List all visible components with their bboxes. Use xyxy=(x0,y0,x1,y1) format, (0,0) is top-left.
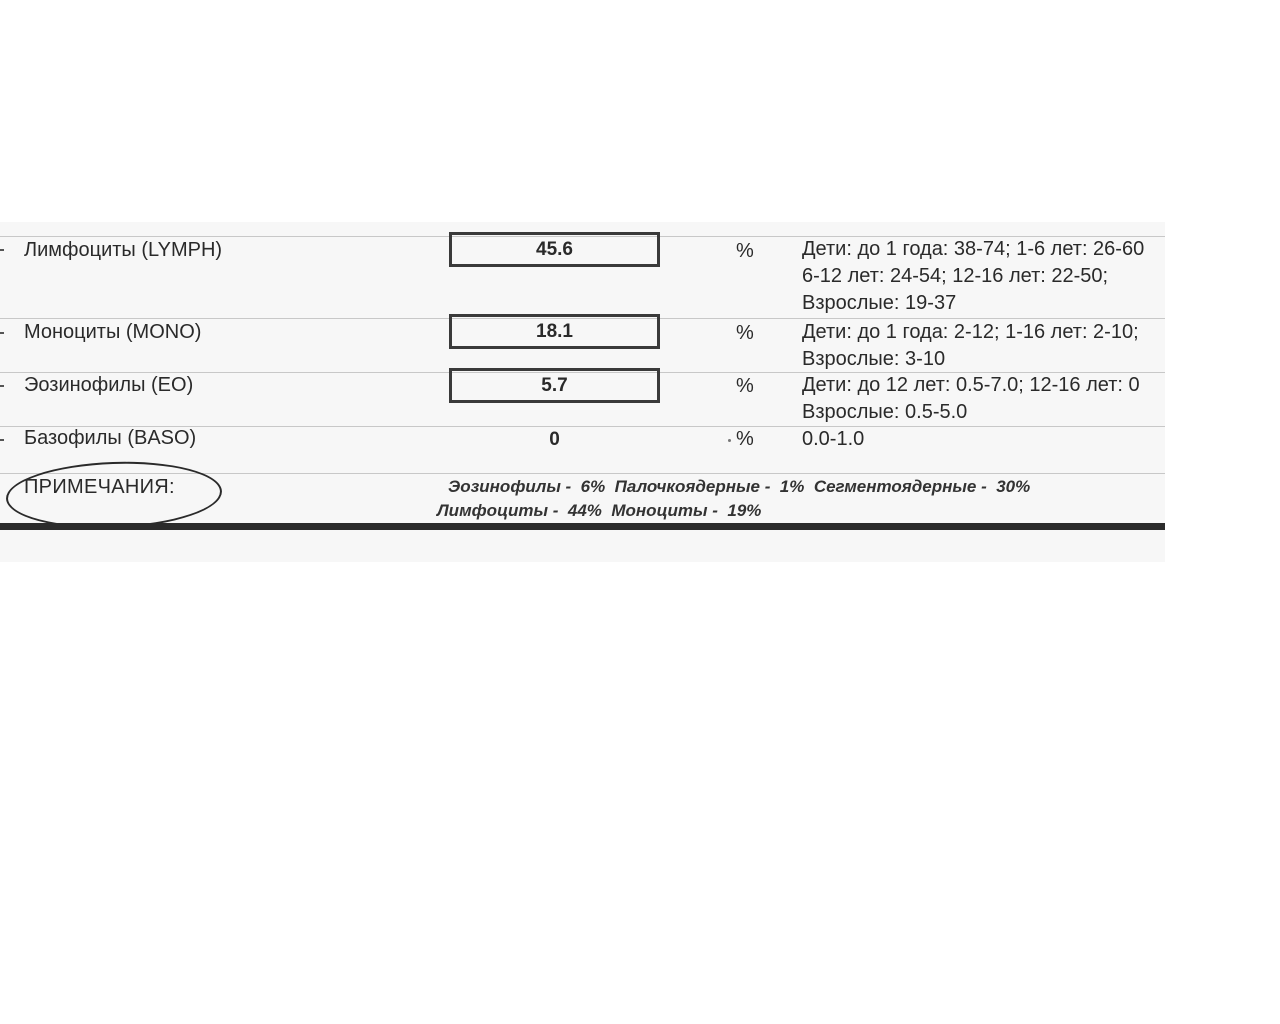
row-mono-value: 18.1 xyxy=(449,314,660,349)
row-marker xyxy=(0,332,4,334)
row-lymph-value: 45.6 xyxy=(449,232,660,267)
row-eo-name: Эозинофилы (EO) xyxy=(24,374,194,396)
row-eo-value: 5.7 xyxy=(449,368,660,403)
row-eo-unit: % xyxy=(736,375,754,397)
ref-line: 0.0-1.0 xyxy=(802,428,865,450)
row-baso-name: Базофилы (BASO) xyxy=(24,427,197,449)
ref-line: Дети: до 1 года: 38-74; 1-6 лет: 26-60 xyxy=(802,238,1145,260)
row-lymph-reference xyxy=(802,236,1144,317)
lab-results-scan xyxy=(0,222,1165,562)
ref-line: Дети: до 12 лет: 0.5-7.0; 12-16 лет: 0 xyxy=(802,374,1140,396)
notes-label: ПРИМЕЧАНИЯ: xyxy=(24,476,175,498)
row-baso-reference xyxy=(802,426,864,453)
row-marker xyxy=(0,385,4,387)
row-eo-reference xyxy=(802,372,1140,426)
ref-line: Взрослые: 0.5-5.0 xyxy=(802,401,968,423)
row-marker xyxy=(0,439,4,441)
ref-line: Взрослые: 3-10 xyxy=(802,348,946,370)
ref-line: Взрослые: 19-37 xyxy=(802,292,957,314)
row-baso-unit: % xyxy=(736,428,754,450)
ref-line: 6-12 лет: 24-54; 12-16 лет: 22-50; xyxy=(802,265,1109,287)
scan-speck xyxy=(728,439,731,442)
notes-line-1: Эозинофилы - 6% Палочкоядерные - 1% Сегментоядерные - 30% xyxy=(448,477,1031,496)
row-baso-value: 0 xyxy=(549,429,560,450)
row-mono-name: Моноциты (MONO) xyxy=(24,321,202,343)
row-mono-unit: % xyxy=(736,322,754,344)
row-lymph-name: Лимфоциты (LYMPH) xyxy=(24,239,223,261)
row-mono-reference xyxy=(802,319,1139,373)
row-marker xyxy=(0,249,4,251)
ref-line: Дети: до 1 года: 2-12; 1-16 лет: 2-10; xyxy=(802,321,1139,343)
notes-line-2: Лимфоциты - 44% Моноциты - 19% xyxy=(437,501,762,520)
bottom-border xyxy=(0,523,1165,530)
row-lymph-unit: % xyxy=(736,240,754,262)
